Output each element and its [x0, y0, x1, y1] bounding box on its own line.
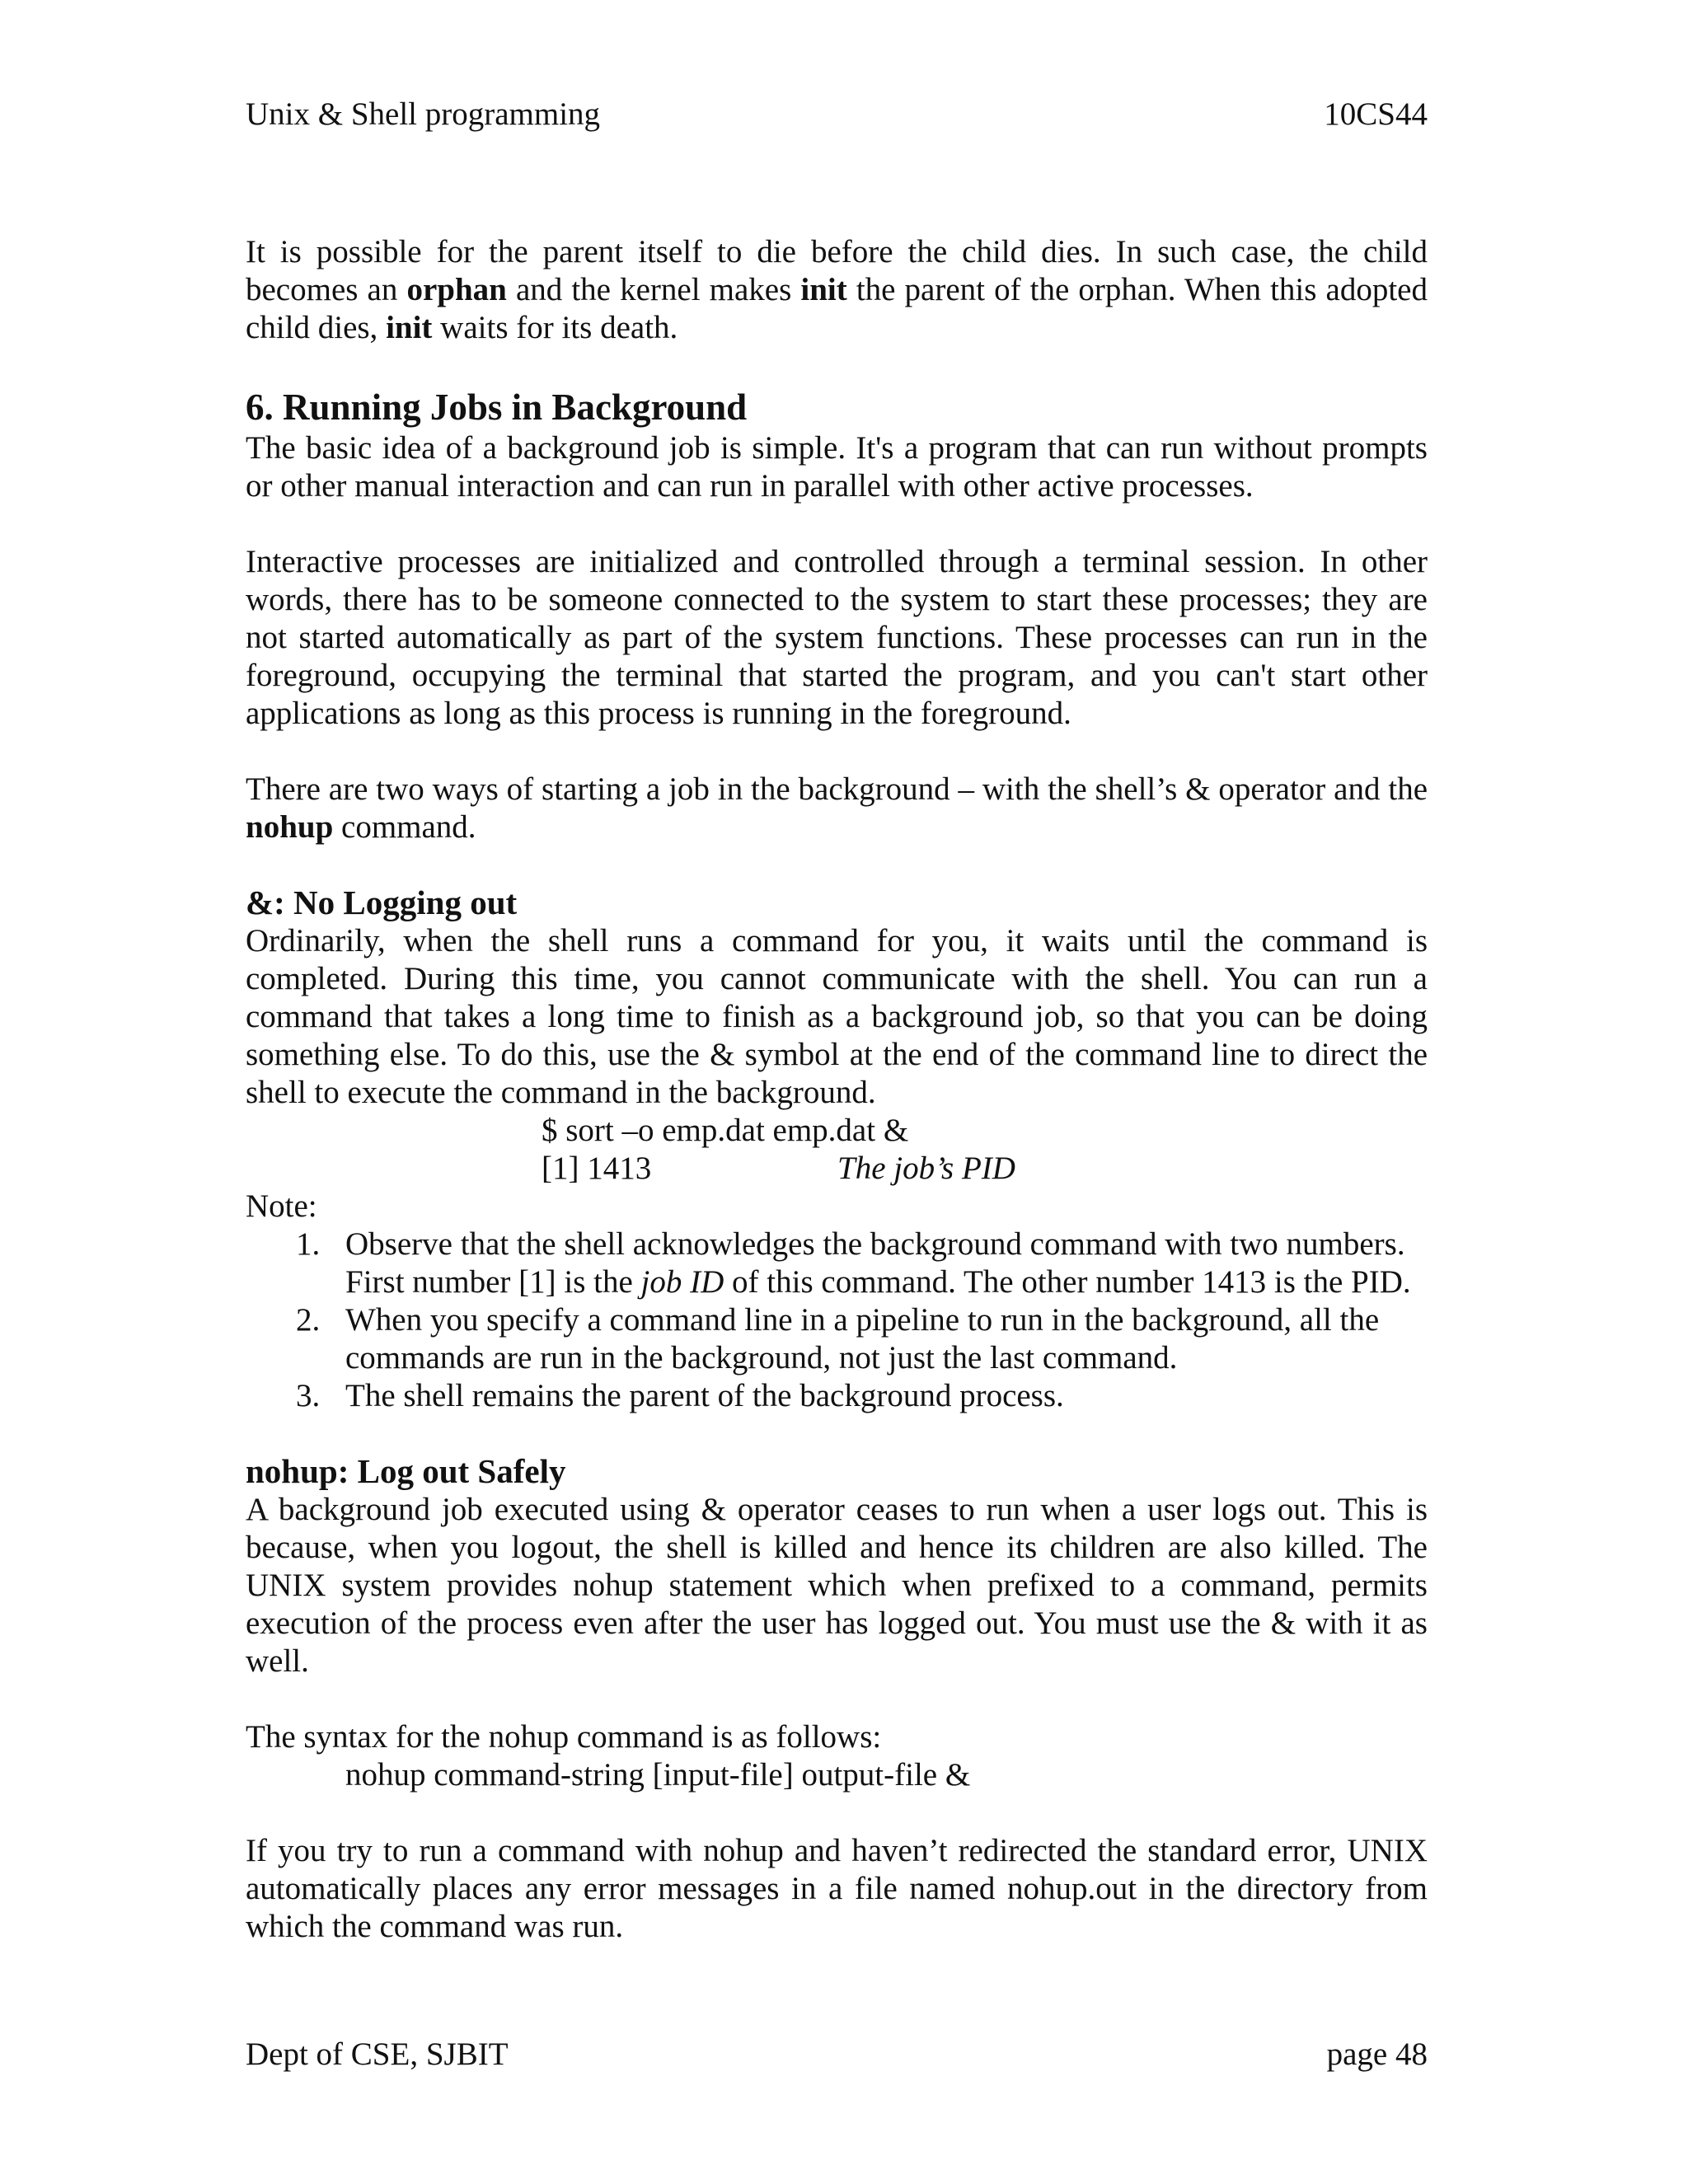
- footer-department: Dept of CSE, SJBIT: [246, 2036, 509, 2072]
- code-example-line-1: [246, 1112, 1428, 1150]
- list-item-text-end: of this command. The other number 1413 is the PID.: [724, 1264, 1411, 1300]
- section-paragraph-2: Interactive processes are initialized and controlled through a terminal session. In other words, there has to be someone connected to the system to start these processes; they are not started automatically as part of the system functions. These processes can run in the foreground, occupying the terminal that started the program, and you can't start other applications as long as this process is running in the foreground.: [246, 544, 1428, 731]
- page-content: [246, 233, 1428, 1946]
- note-label: Note:: [246, 1188, 317, 1224]
- nohup-paragraph-3: If you try to run a command with nohup and haven’t redirected the standard error, UNIX automatically places any error messages in a file named nohup.out in the directory from which the command was run.: [246, 1833, 1428, 1944]
- paragraph-3-bold-nohup: nohup: [246, 809, 334, 845]
- page-header: [246, 96, 1428, 134]
- intro-text-2: and the kernel makes: [506, 272, 801, 307]
- header-course-code: 10CS44: [1324, 96, 1428, 132]
- intro-text-4: waits for its death.: [432, 310, 678, 345]
- list-item-number: 3.: [296, 1378, 321, 1413]
- amp-paragraph: Ordinarily, when the shell runs a command for you, it waits until the command is completed. During this time, you cannot communicate with the shell. You can run a command that takes a long time to finish as a background job, so that you can be doing something else. To do this, use the & symbol at the end of the command line to direct the shell to execute the command in the background.: [246, 923, 1428, 1110]
- code-sort-command: $ sort –o emp.dat emp.dat &: [542, 1113, 909, 1148]
- list-item-number: 2.: [296, 1302, 321, 1338]
- paragraph-3-text-c: command.: [333, 809, 476, 845]
- paragraph-3-text-a: There are two ways of starting a job in the background – with the shell’s & operator and the: [246, 771, 1428, 807]
- document-page: [246, 0, 1428, 2184]
- nohup-paragraph-1: A background job executed using & operator ceases to run when a user logs out. This is because, when you logout, the shell is killed and hence its children are also killed. The UNIX system provides nohup statement which when prefixed to a command, permits execution of the process even after the user has logged out. You must use the & with it as well.: [246, 1492, 1428, 1679]
- list-item-emphasis: job ID: [640, 1264, 724, 1300]
- intro-bold-init-2: init: [386, 310, 433, 345]
- code-example-line-2: [246, 1150, 1428, 1188]
- list-item: [246, 1301, 1428, 1377]
- code-job-output: [1] 1413: [542, 1151, 652, 1186]
- note-list: [246, 1226, 1428, 1415]
- header-title: Unix & Shell programming: [246, 96, 601, 132]
- subheading-nohup: nohup: Log out Safely: [246, 1452, 566, 1490]
- intro-paragraph: [246, 233, 1428, 347]
- section-paragraph-3: [246, 771, 1428, 846]
- footer-page-number: page 48: [1326, 2036, 1428, 2072]
- intro-bold-init: init: [800, 272, 847, 307]
- list-item-text: Observe that the shell acknowledges the background command with two numbers. First number [1] is the: [345, 1226, 1405, 1300]
- list-item: [246, 1377, 1428, 1415]
- code-comment: The job’s PID: [837, 1151, 1015, 1186]
- list-item-number: 1.: [296, 1226, 321, 1262]
- intro-text-1: It is possible for the parent itself to die before the child dies. In such case, the child becomes an: [246, 234, 1428, 307]
- list-item: [246, 1226, 1428, 1301]
- list-item-text: When you specify a command line in a pipeline to run in the background, all the commands are run in the background, not just the last command.: [345, 1302, 1380, 1376]
- intro-bold-orphan: orphan: [406, 272, 507, 307]
- list-item-text: The shell remains the parent of the background process.: [345, 1378, 1064, 1413]
- section-paragraph-1: The basic idea of a background job is simple. It's a program that can run without prompts or other manual interaction and can run in parallel with other active processes.: [246, 430, 1428, 504]
- intro-text-3: the parent of the orphan. When this adopted child dies,: [246, 272, 1428, 345]
- page-footer: [246, 2036, 1428, 2074]
- subheading-no-logging-out: &: No Logging out: [246, 883, 518, 921]
- section-heading: 6. Running Jobs in Background: [246, 387, 748, 428]
- nohup-paragraph-2: The syntax for the nohup command is as follows:: [246, 1719, 882, 1755]
- nohup-syntax: nohup command-string [input-file] output-file &: [345, 1757, 971, 1793]
